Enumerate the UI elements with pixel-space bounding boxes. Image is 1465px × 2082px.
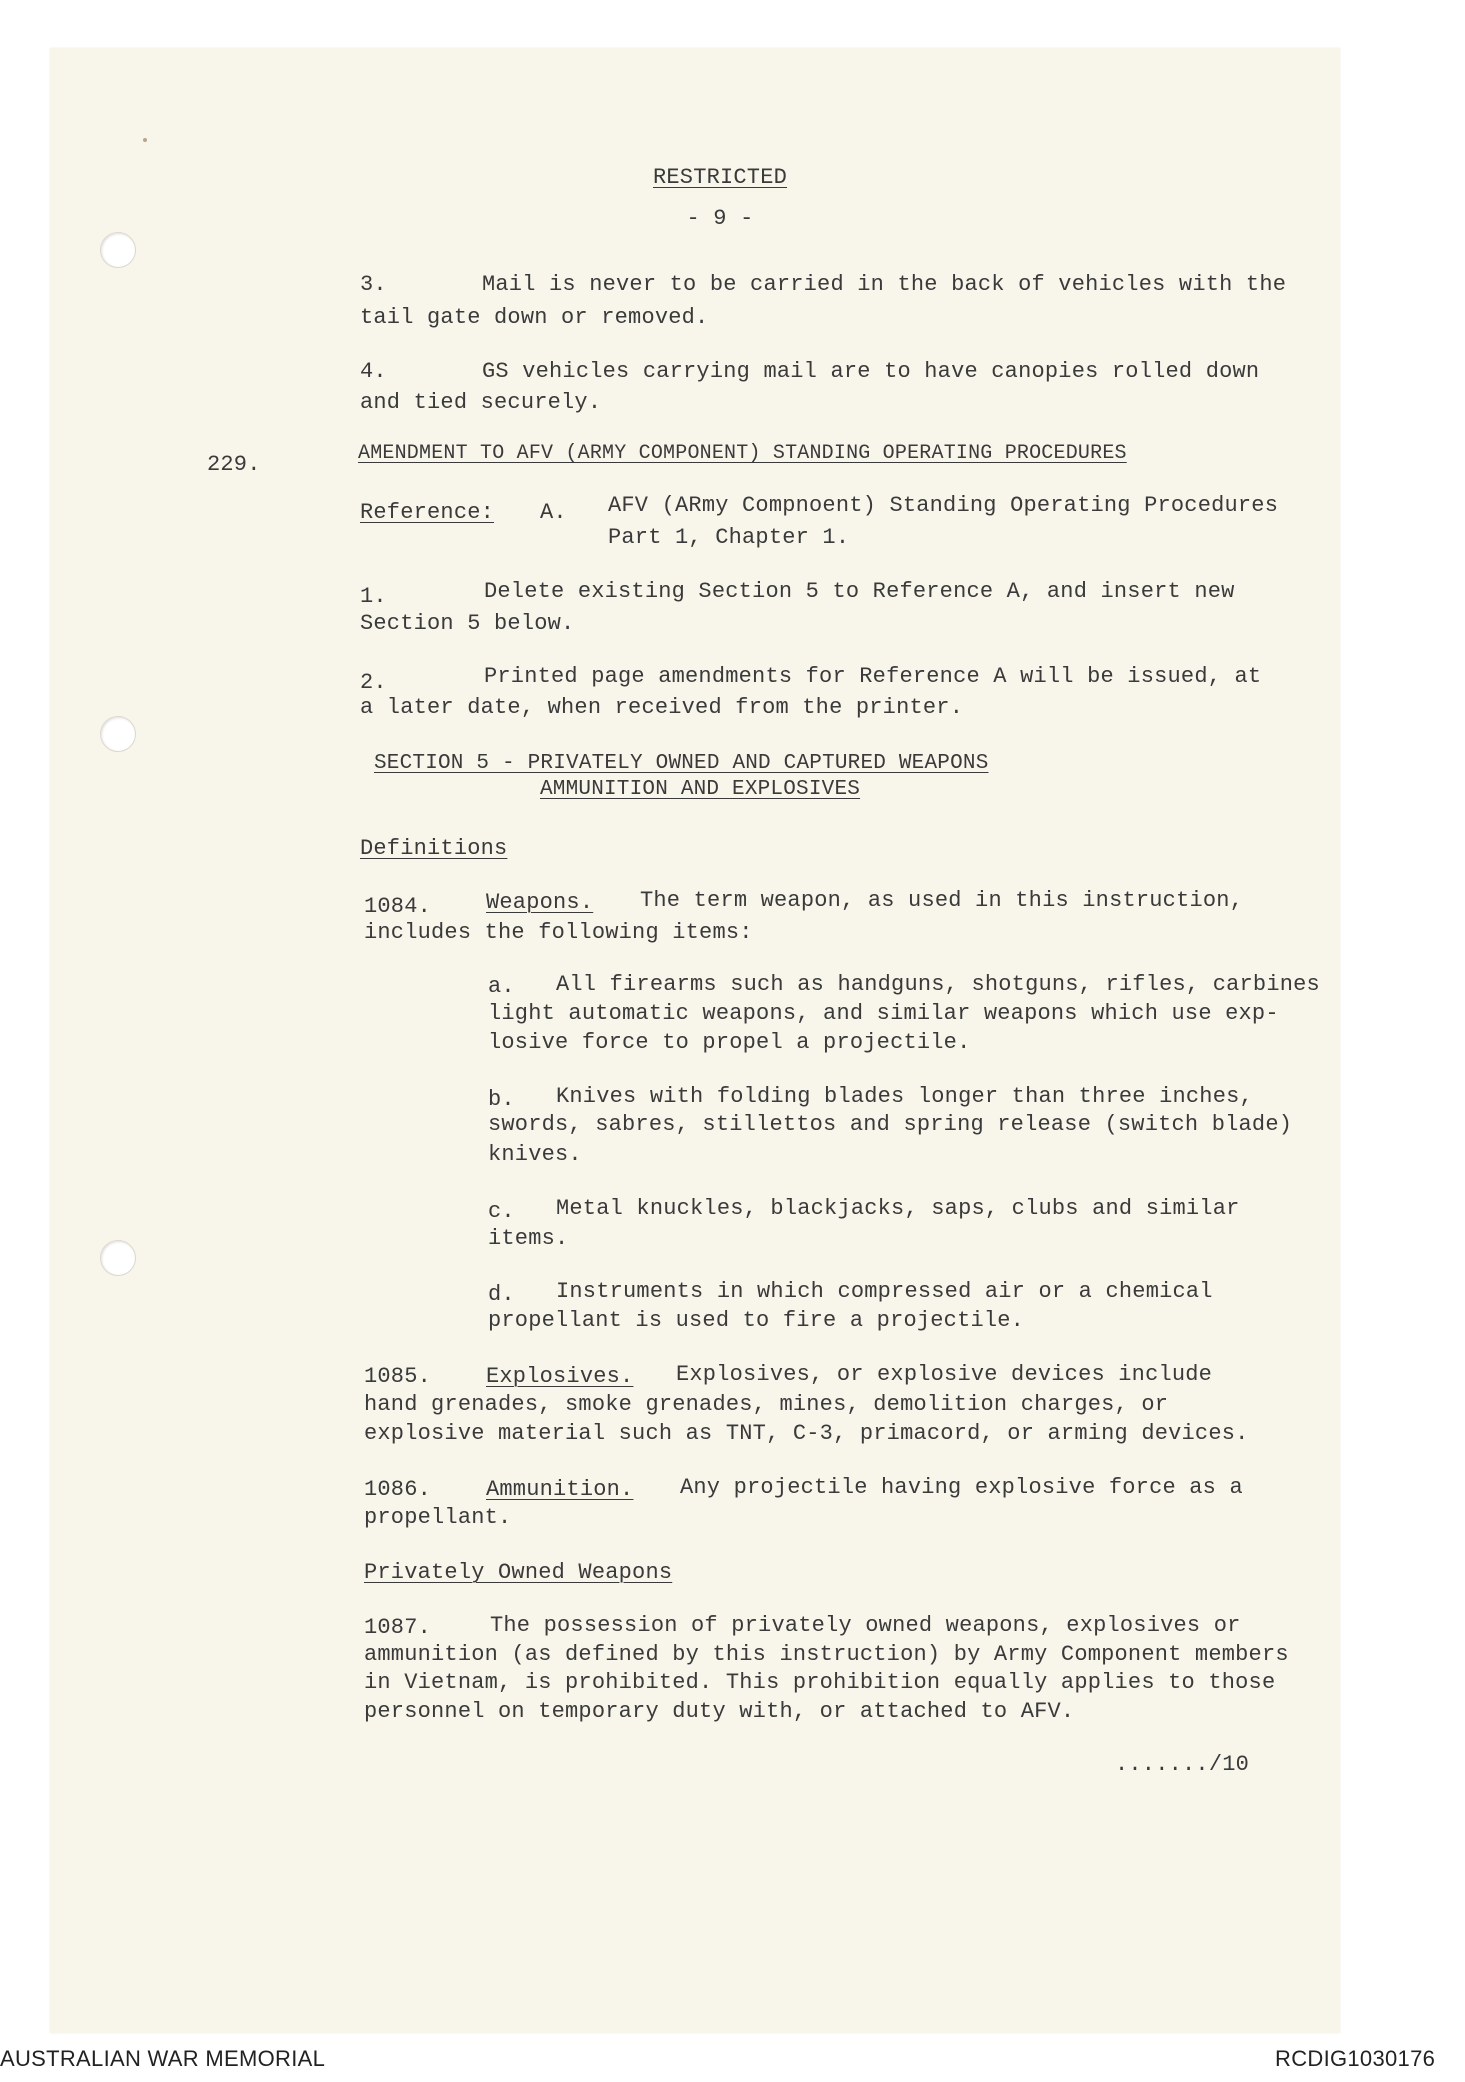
para-1087-line-2: ammunition (as defined by this instruction) by Army Component members: [364, 1642, 1289, 1667]
para-1085-line-2: hand grenades, smoke grenades, mines, demolition charges, or: [364, 1392, 1169, 1417]
item-d-line-2: propellant is used to fire a projectile.: [488, 1308, 1025, 1333]
para-1087-line-1: The possession of privately owned weapons, explosives or: [490, 1613, 1241, 1638]
para-1086-number: 1086.: [364, 1477, 432, 1502]
para-1084-line-2: includes the following items:: [364, 920, 753, 945]
footer-id: RCDIG1030176: [1275, 2046, 1436, 2071]
reference-label: Reference:: [360, 500, 495, 525]
para-4-number: 4.: [360, 359, 387, 384]
item-b-line-2: swords, sabres, stillettos and spring release (switch blade): [488, 1112, 1293, 1137]
item-d-line-1: Instruments in which compressed air or a chemical: [556, 1279, 1213, 1304]
para-2-line-2: a later date, when received from the printer.: [360, 695, 964, 720]
item-c-line-1: Metal knuckles, blackjacks, saps, clubs and similar: [556, 1196, 1240, 1221]
para-1-number: 1.: [360, 584, 387, 609]
para-1086-line-1: Any projectile having explosive force as a: [680, 1475, 1243, 1500]
para-3-line-1: Mail is never to be carried in the back of vehicles with the: [482, 272, 1287, 297]
para-1087-line-4: personnel on temporary duty with, or attached to AFV.: [364, 1699, 1075, 1724]
reference-line-2: Part 1, Chapter 1.: [608, 525, 850, 550]
item-a-line-1: All firearms such as handguns, shotguns, rifles, carbines: [556, 972, 1320, 997]
para-1086-term: Ammunition.: [486, 1477, 634, 1502]
reference-letter: A.: [540, 500, 567, 525]
para-4-line-1: GS vehicles carrying mail are to have canopies rolled down: [482, 359, 1260, 384]
item-b-line-3: knives.: [488, 1142, 582, 1167]
page-number: - 9 -: [686, 206, 754, 231]
item-c-line-2: items.: [488, 1226, 569, 1251]
punch-hole: [100, 1240, 136, 1276]
item-229-number: 229.: [207, 452, 261, 477]
item-a-line-3: losive force to propel a projectile.: [488, 1030, 971, 1055]
punch-hole: [100, 232, 136, 268]
para-1085-number: 1085.: [364, 1364, 432, 1389]
item-b-line-1: Knives with folding blades longer than three inches,: [556, 1084, 1253, 1109]
para-1084-term: Weapons.: [486, 890, 594, 915]
para-1084-line-1: The term weapon, as used in this instruction,: [640, 888, 1244, 913]
paper-speck: [143, 138, 147, 142]
item-a-label: a.: [488, 974, 515, 999]
para-1085-line-3: explosive material such as TNT, C-3, primacord, or arming devices.: [364, 1421, 1249, 1446]
para-3-line-2: tail gate down or removed.: [360, 305, 709, 330]
para-1086-line-2: propellant.: [364, 1505, 512, 1530]
item-a-line-2: light automatic weapons, and similar weapons which use exp-: [488, 1001, 1279, 1026]
punch-hole: [100, 716, 136, 752]
para-1085-line-1: Explosives, or explosive devices include: [676, 1362, 1213, 1387]
item-d-label: d.: [488, 1282, 515, 1307]
item-229-title: AMENDMENT TO AFV (ARMY COMPONENT) STANDING OPERATING PROCEDURES: [358, 442, 1127, 465]
para-4-line-2: and tied securely.: [360, 390, 602, 415]
para-1085-term: Explosives.: [486, 1364, 634, 1389]
item-c-label: c.: [488, 1199, 515, 1224]
para-2-number: 2.: [360, 670, 387, 695]
para-1-line-2: Section 5 below.: [360, 611, 575, 636]
reference-line-1: AFV (ARmy Compnoent) Standing Operating Procedures: [608, 493, 1279, 518]
classification-header: RESTRICTED: [652, 165, 788, 190]
section-title-line-2: AMMUNITION AND EXPLOSIVES: [540, 778, 861, 801]
definitions-heading: Definitions: [360, 836, 508, 861]
section-title-line-1: SECTION 5 - PRIVATELY OWNED AND CAPTURED WEAPONS: [374, 752, 989, 775]
para-3-number: 3.: [360, 272, 387, 297]
para-1087-line-3: in Vietnam, is prohibited. This prohibition equally applies to those: [364, 1670, 1276, 1695]
privately-owned-heading: Privately Owned Weapons: [364, 1560, 673, 1585]
para-1-line-1: Delete existing Section 5 to Reference A, and insert new: [484, 579, 1235, 604]
item-b-label: b.: [488, 1087, 515, 1112]
footer-source: AUSTRALIAN WAR MEMORIAL: [0, 2046, 326, 2071]
para-1087-number: 1087.: [364, 1615, 432, 1640]
para-1084-number: 1084.: [364, 894, 432, 919]
para-2-line-1: Printed page amendments for Reference A will be issued, at: [484, 664, 1262, 689]
continuation-marker: ......./10: [1115, 1752, 1250, 1777]
